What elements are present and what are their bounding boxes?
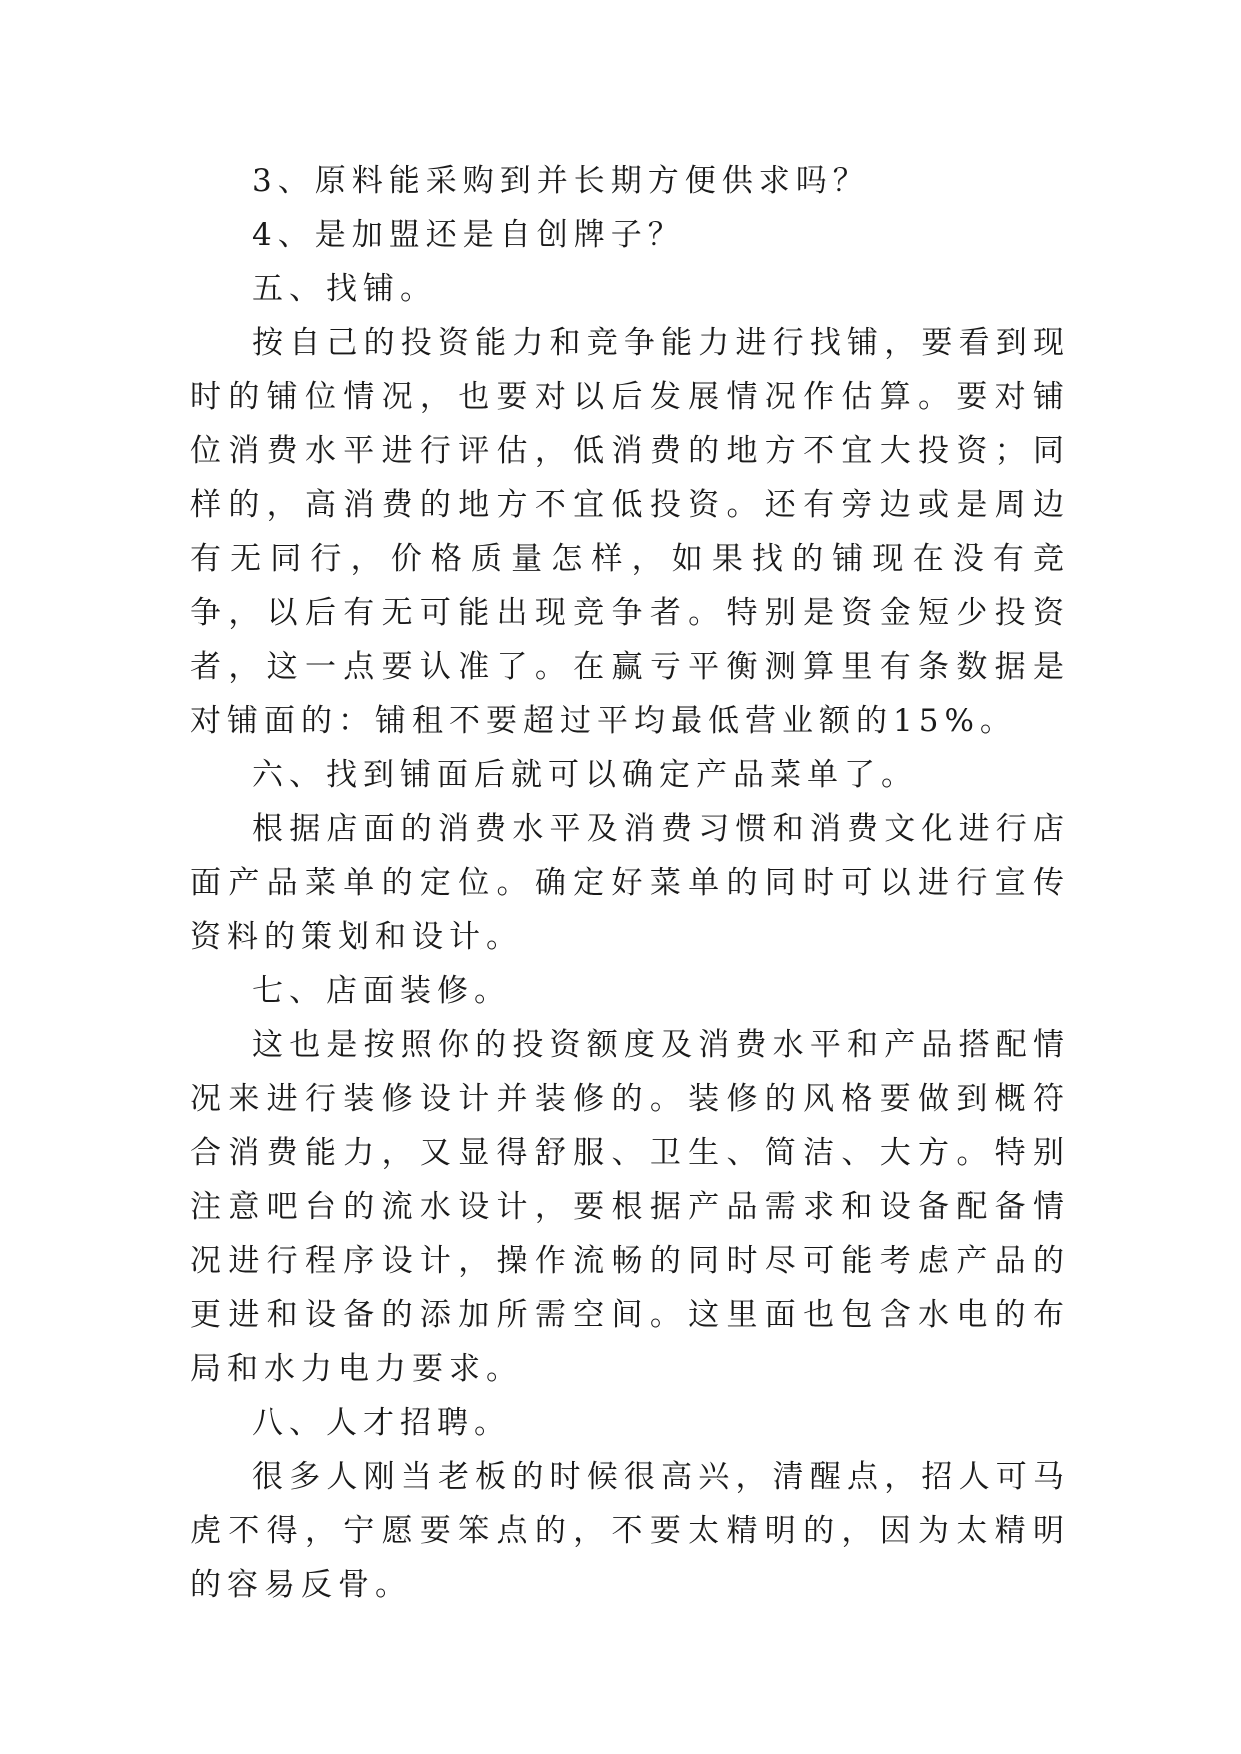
section-heading-decoration: 七、店面装修。	[252, 973, 511, 1009]
paragraph-recruitment: 很多人刚当老板的时候很高兴，清醒点，招人可马虎不得，宁愿要笨点的，不要太精明的，因为太精明的容易反骨。	[190, 1459, 1070, 1603]
paragraph-decoration: 这也是按照你的投资额度及消费水平和产品搭配情况来进行装修设计并装修的。装修的风格要做到概符合消费能力，又显得舒服、卫生、简洁、大方。特别注意吧台的流水设计，要根据产品需求和设备配备情况进行程序设计，操作流畅的同时尽可能考虑产品的更进和设备的添加所需空间。这里面也包含水电的布局和水力电力要求。	[190, 1027, 1070, 1387]
section-heading-find-shop: 五、找铺。	[252, 271, 437, 307]
paragraph-menu: 根据店面的消费水平及消费习惯和消费文化进行店面产品菜单的定位。确定好菜单的同时可以进行宣传资料的策划和设计。	[190, 811, 1070, 955]
list-item-brand: 4、是加盟还是自创牌子？	[252, 217, 685, 253]
list-item-raw-material: 3、原料能采购到并长期方便供求吗？	[252, 163, 870, 199]
document-body	[190, 154, 1070, 1612]
paragraph-find-shop: 按自己的投资能力和竞争能力进行找铺，要看到现时的铺位情况，也要对以后发展情况作估算。要对铺位消费水平进行评估，低消费的地方不宜大投资；同样的，高消费的地方不宜低投资。还有旁边或是周边有无同行，价格质量怎样，如果找的铺现在没有竞争，以后有无可能出现竞争者。特别是资金短少投资者，这一点要认准了。在赢亏平衡测算里有条数据是对铺面的：铺租不要超过平均最低营业额的15%。	[190, 325, 1070, 739]
section-heading-menu: 六、找到铺面后就可以确定产品菜单了。	[252, 757, 918, 793]
section-heading-recruitment: 八、人才招聘。	[252, 1405, 511, 1441]
